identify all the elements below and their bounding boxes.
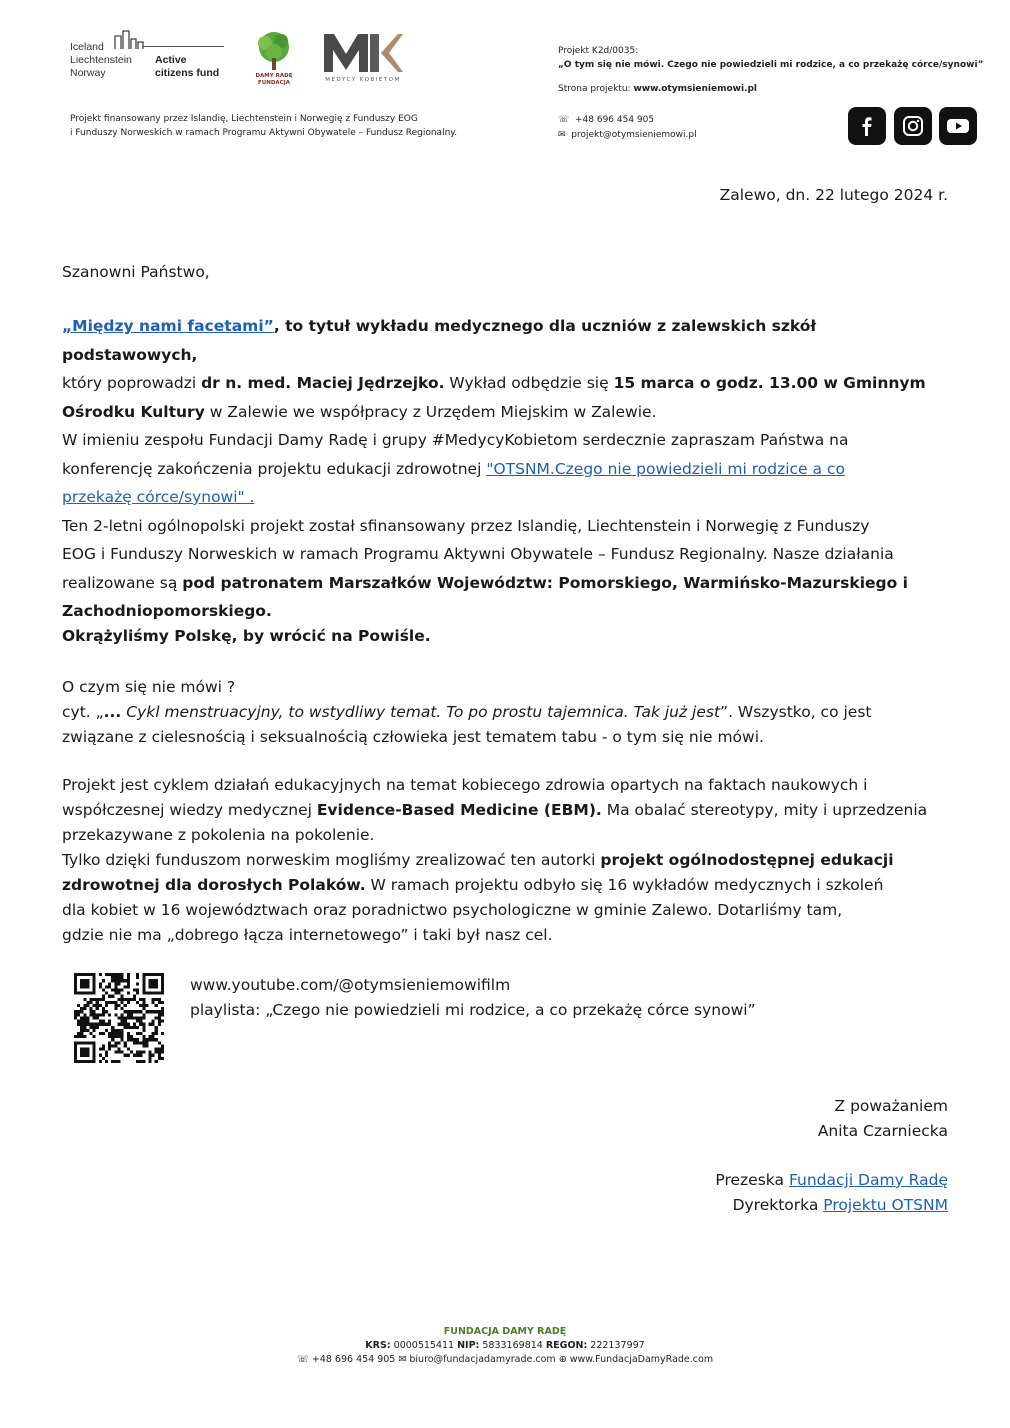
greeting: Szanowni Państwo, <box>62 263 210 281</box>
krs-label: KRS: <box>365 1340 391 1351</box>
instagram-button[interactable] <box>894 107 932 145</box>
youtube-button[interactable] <box>939 107 977 145</box>
project-line-7: gdzie nie ma „dobrego łącza internetowego” i taki był nasz cel. <box>62 926 553 944</box>
patronage-text: realizowane są <box>62 573 183 592</box>
eea-countries <box>70 41 132 80</box>
role-prezeska: Prezeska <box>715 1171 789 1189</box>
paragraph-lecture <box>62 312 952 626</box>
ebm-bold: Evidence-Based Medicine (EBM). <box>316 801 602 819</box>
paragraph-taboo <box>62 675 952 750</box>
signature <box>818 1094 948 1144</box>
quote-dots: ... <box>103 703 122 721</box>
project-line-4a: Tylko dzięki funduszom norweskim mogliśmy zrealizować ten autorki <box>62 851 601 869</box>
project-line-5a: zdrowotnej dla dorosłych Polaków. <box>62 876 366 894</box>
project-line-3: przekazywane z pokolenia na pokolenie. <box>62 826 375 844</box>
funding-line-1: Ten 2-letni ogólnopolski projekt został sfinansowany przez Islandię, Liechtenstein i Norwegię z Funduszy <box>62 516 870 535</box>
lecture-text-3: w Zalewie we współpracy z Urzędem Miejskim w Zalewie. <box>204 402 657 421</box>
financing-note-line-2: i Funduszy Norweskich w ramach Programu Aktywni Obywatele – Fundusz Regionalny. <box>70 128 458 138</box>
lecture-intro: , to tytuł wykładu medycznego dla uczniów z zalewskich szkół podstawowych, <box>62 317 817 364</box>
logo-divider <box>142 46 224 47</box>
qr-modules <box>74 973 164 1063</box>
youtube-icon <box>946 116 970 136</box>
eea-grants-logo <box>70 30 230 82</box>
qr-code <box>74 973 164 1063</box>
project-line-4b: projekt ogólnodostępnej edukacji <box>600 851 894 869</box>
regon-label: REGON: <box>545 1340 588 1351</box>
project-email[interactable]: projekt@otymsieniemowi.pl <box>571 130 697 140</box>
dr-logo-text-top: DAMY RADĘ <box>255 73 293 79</box>
project-link-part-1[interactable]: "OTSNM.Czego nie powiedzieli mi rodzice a co <box>486 459 845 478</box>
funding-line-2: EOG i Funduszy Norweskich w ramach Programu Aktywni Obywatele – Fundusz Regionalny. Nasze działania <box>62 545 894 563</box>
fund-line-1: Active <box>155 54 187 66</box>
footer <box>0 1325 1010 1367</box>
mk-logo-icon <box>322 32 404 84</box>
mail-icon: ✉ <box>558 130 566 140</box>
tree-icon <box>250 30 298 86</box>
project-link-part-2[interactable]: przekażę córce/synowi" . <box>62 488 255 506</box>
dr-logo-text-bottom: FUNDACJA <box>258 80 290 86</box>
globe-icon: ⊕ <box>558 1354 567 1365</box>
project-line-2a: współczesnej wiedzy medycznej <box>62 801 317 819</box>
country-norway: Norway <box>70 67 106 79</box>
quote-after: ”. Wszystko, co jest <box>720 703 872 721</box>
lecture-venue: Ośrodku Kultury <box>62 402 205 421</box>
active-citizens-fund <box>155 54 219 80</box>
project-site-label: Strona projektu: <box>558 84 631 94</box>
project-line-6: dla kobiet w 16 województwach oraz poradnictwo psychologiczne w gminie Zalewo. Dotarliśmy tam, <box>62 901 843 919</box>
taboo-question: O czym się nie mówi ? <box>62 678 236 696</box>
financing-note <box>70 112 457 140</box>
damy-rade-logo <box>250 30 298 86</box>
patronage-bold-2: Zachodniopomorskiego. <box>62 602 272 620</box>
nip-label: NIP: <box>457 1340 480 1351</box>
quote-text: Cykl menstruacyjny, to wstydliwy temat. To po prostu tajemnica. Tak już jest <box>121 703 721 721</box>
signature-name: Anita Czarniecka <box>817 1122 948 1140</box>
project-line-2c: Ma obalać stereotypy, mity i uprzedzenia <box>601 801 928 819</box>
qr-code-icon <box>74 973 164 1063</box>
country-liechtenstein: Liechtenstein <box>70 54 132 66</box>
mk-tagline: MEDYCY KOBIETOM <box>325 77 401 83</box>
invitation-line: W imieniu zespołu Fundacji Damy Radę i grupy #MedycyKobietom serdecznie zapraszam Państwa na <box>62 431 849 449</box>
conference-text: konferencję zakończenia projektu edukacji zdrowotnej <box>62 459 487 478</box>
project-line-1: Projekt jest cyklem działań edukacyjnych na temat kobiecego zdrowia opartych na faktach naukowych i <box>62 776 868 794</box>
tour-statement: Okrążyliśmy Polskę, by wrócić na Powiśle. <box>62 627 431 645</box>
project-line-5b: W ramach projektu odbyło się 16 wykładów medycznych i szkoleń <box>365 876 884 894</box>
letter-date: Zalewo, dn. 22 lutego 2024 r. <box>719 186 948 204</box>
footer-email[interactable]: biuro@fundacjadamyrade.com <box>409 1354 556 1365</box>
patronage-bold: pod patronatem Marszałków Województw: Pomorskiego, Warmińsko-Mazurskiego i <box>182 573 908 592</box>
otsnm-project-link[interactable]: Projektu OTSNM <box>823 1196 948 1214</box>
project-info <box>558 44 983 96</box>
medycy-kobietom-logo <box>322 32 404 84</box>
krs-value: 0000515411 <box>390 1340 458 1351</box>
paragraph-project <box>62 773 952 948</box>
signature-closing: Z poważaniem <box>834 1097 948 1115</box>
financing-note-line-1: Projekt finansowany przez Islandię, Liechtenstein i Norwegię z Funduszy EOG <box>70 114 418 124</box>
phone-icon: ☏ <box>296 1354 309 1365</box>
regon-value: 222137997 <box>587 1340 645 1351</box>
signature-roles <box>715 1168 948 1218</box>
project-title: „O tym się nie mówi. Czego nie powiedzieli mi rodzice, a co przekażę córce/synowi” <box>558 60 984 70</box>
facebook-button[interactable] <box>848 107 886 145</box>
quote-prefix: cyt. „ <box>62 703 104 721</box>
project-site-link[interactable]: www.otymsieniemowi.pl <box>633 84 758 94</box>
footer-website[interactable]: www.FundacjaDamyRade.com <box>569 1354 714 1365</box>
nip-value: 5833169814 <box>479 1340 546 1351</box>
footer-org-name: FUNDACJA DAMY RADĘ <box>443 1326 567 1337</box>
project-contact <box>558 113 697 143</box>
footer-phone[interactable]: +48 696 454 905 <box>311 1354 396 1365</box>
taboo-line: związane z cielesnością i seksualnością człowieka jest tematem tabu - o tym się nie mówi. <box>62 728 764 746</box>
fund-line-2: citizens fund <box>155 67 220 79</box>
foundation-link[interactable]: Fundacji Damy Radę <box>788 1171 948 1189</box>
youtube-channel-url[interactable]: www.youtube.com/@otymsieniemowifilm <box>190 976 511 994</box>
lecture-text-1: który poprowadzi <box>62 374 202 392</box>
paragraph-tour <box>62 622 952 651</box>
lecture-title-link[interactable]: „Między nami facetami” <box>62 317 274 335</box>
project-phone[interactable]: +48 696 454 905 <box>575 115 655 125</box>
mail-icon: ✉ <box>398 1354 407 1365</box>
phone-icon: ☏ <box>558 115 570 125</box>
lecturer-name: dr n. med. Maciej Jędrzejko. <box>201 374 445 392</box>
lecture-datetime: 15 marca o godz. 13.00 w Gminnym <box>613 374 926 392</box>
instagram-icon <box>902 115 924 137</box>
lecture-text-2: Wykład odbędzie się <box>444 374 614 392</box>
project-code: Projekt K2d/0035: <box>558 46 639 56</box>
youtube-info <box>190 973 756 1023</box>
youtube-playlist: playlista: „Czego nie powiedzieli mi rodzice, a co przekażę córce synowi” <box>190 1001 756 1019</box>
country-iceland: Iceland <box>70 41 104 53</box>
role-dyrektorka: Dyrektorka <box>732 1196 824 1214</box>
facebook-icon <box>857 116 877 136</box>
